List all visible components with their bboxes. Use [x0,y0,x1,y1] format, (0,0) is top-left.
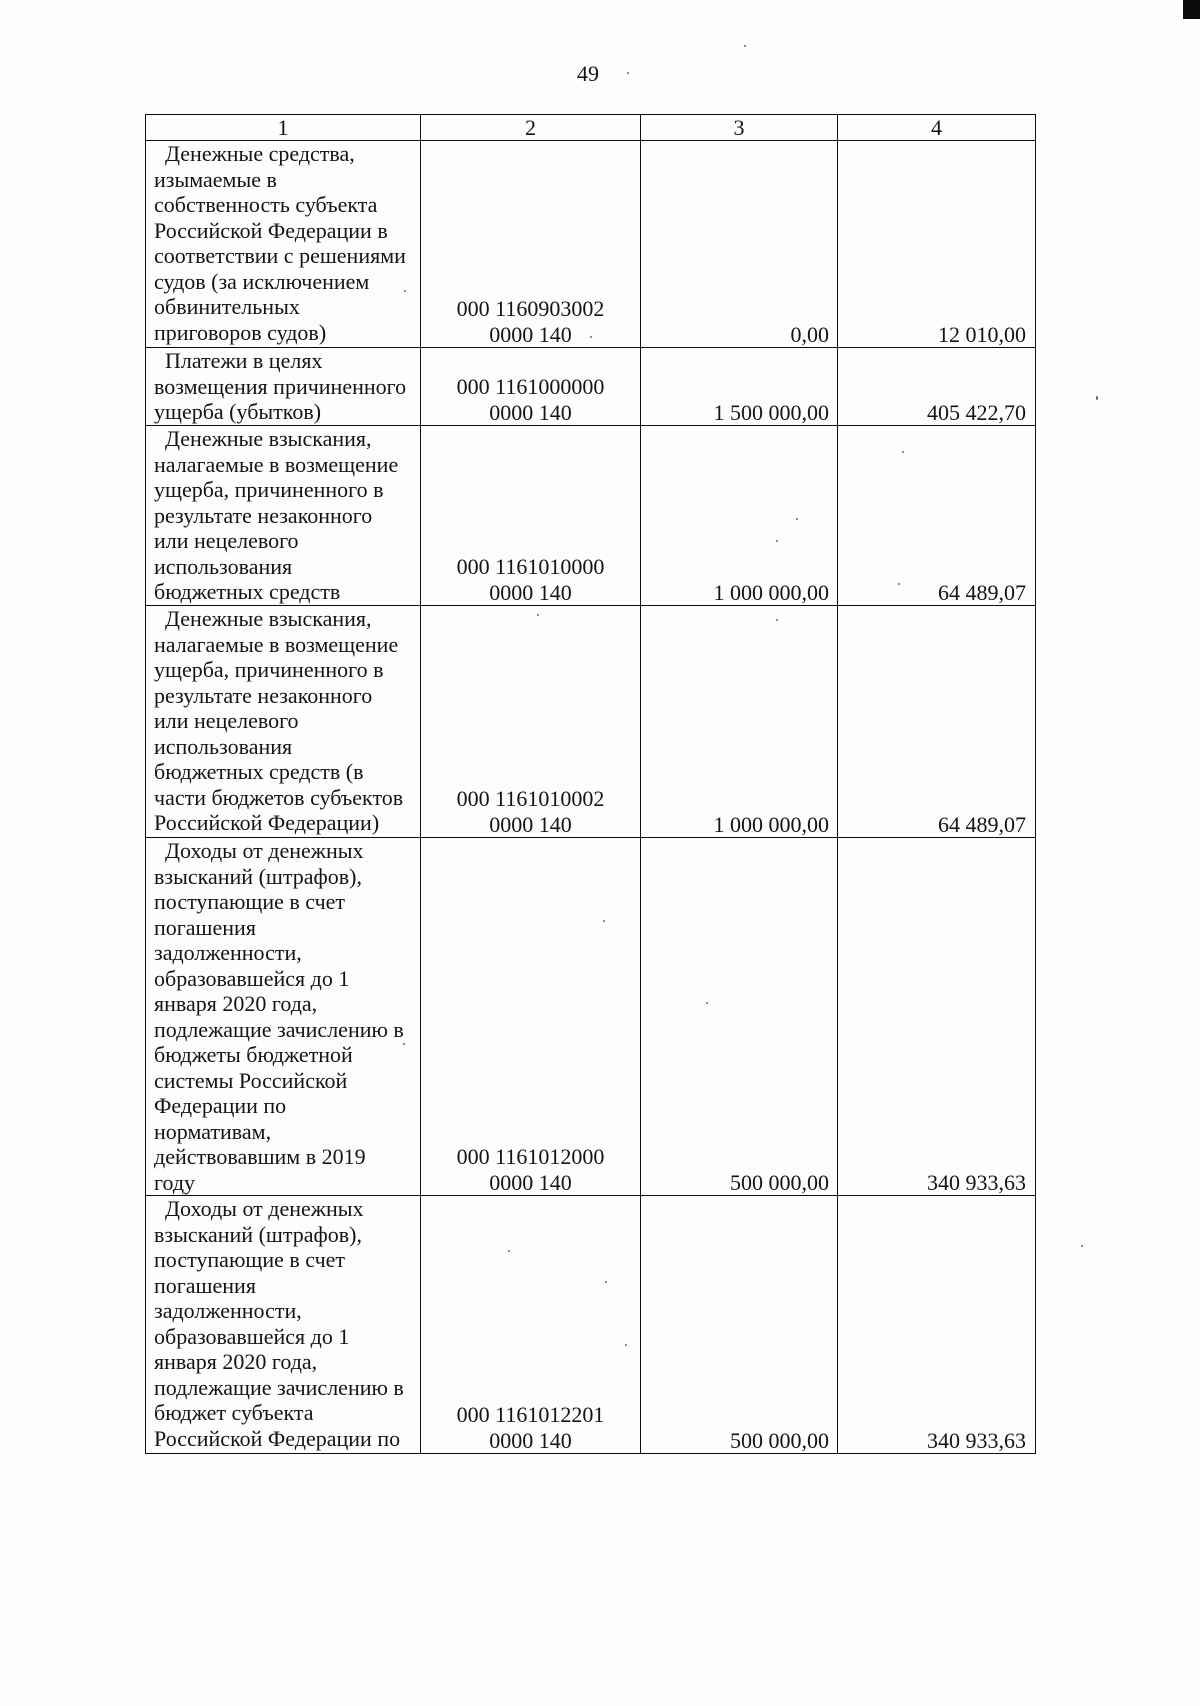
row-4-col-1-line-8: части бюджетов субъектов [154,784,404,810]
row-3-col-2-line-1: 000 1161010000 [456,554,605,579]
header-col-2: 2 [421,115,641,141]
row-4-col-1-line-4: результате незаконного [154,682,373,708]
row-5-col-1-line-4: погашения [154,914,256,940]
row-3-col-2-line-2: 0000 140 [489,579,572,605]
row-6-col-1-line-10: Российской Федерации по [154,1425,401,1451]
row-5-col-4-value: 340 933,63 [927,1169,1026,1195]
row-6-col-2-line-2: 0000 140 [489,1427,572,1453]
row-1-col-1-line-4: Российской Федерации в [154,217,388,243]
row-5-col-1-line-11: Федерации по [154,1093,287,1118]
row-5-col-1-line-3: поступающие в счет [154,889,346,914]
row-4-col-1-line-5: или нецелевого [154,708,299,733]
row-4-col-1-line-1: Денежные взыскания, [165,606,372,631]
row-5-col-1-line-7: января 2020 года, [154,991,318,1016]
row-5-col-1-line-12: нормативам, [154,1118,272,1144]
row-1-col-2 [421,141,641,348]
row-1-col-1-line-6: судов (за исключением [154,268,370,294]
row-5-col-1-line-8: подлежащие зачислению в [154,1016,404,1042]
row-5-col-2-line-2: 0000 140 [489,1169,572,1195]
row-5-col-3 [641,838,838,1196]
row-6-col-1-line-3: поступающие в счет [154,1247,346,1272]
scan-speck [744,45,746,47]
row-2-col-2 [421,348,641,426]
row-1-col-1-line-2: изымаемые в [154,166,277,192]
row-3-col-1-line-5: или нецелевого [154,528,299,553]
row-6-col-2-line-1: 000 1161012201 [456,1402,605,1427]
scan-speck [1096,396,1098,400]
row-1-col-3 [641,141,838,348]
row-1-col-1-line-5: соответствии с решениями [154,243,406,268]
row-2-col-1-line-1: Платежи в целях [165,348,323,373]
row-5-col-4 [838,838,1036,1196]
row-1-col-1-line-7: обвинительных [154,294,300,319]
row-3-col-4-value: 64 489,07 [938,579,1026,605]
row-5-col-1-line-2: взысканий (штрафов), [154,863,362,889]
row-5-col-1-line-5: задолженности, [154,940,302,965]
row-6-col-3-value: 500 000,00 [730,1427,829,1453]
row-5-col-2 [421,838,641,1196]
row-6-col-3 [641,1196,838,1454]
row-1-col-3-value: 0,00 [790,321,829,347]
row-6-col-4 [838,1196,1036,1454]
row-4-col-2 [421,606,641,838]
row-1-col-2-line-1: 000 1160903002 [456,296,605,321]
row-4-col-4 [838,606,1036,838]
row-6-col-2 [421,1196,641,1454]
row-4-col-1 [146,606,421,838]
header-col-3: 3 [641,115,838,141]
row-1-col-2-line-2: 0000 140 [489,321,572,347]
row-2-col-1 [146,348,421,426]
row-3-col-1-line-3: ущерба, причиненного в [154,477,384,502]
row-2-col-1-line-2: возмещения причиненного [154,373,407,399]
row-3-col-1 [146,426,421,606]
row-1-col-1-line-3: собственность субъекта [154,192,378,217]
row-6-col-1-line-5: задолженности, [154,1298,302,1323]
row-4-col-2-line-2: 0000 140 [489,811,572,837]
row-1-col-1-line-1: Денежные средства, [165,141,355,166]
row-5-col-1-line-1: Доходы от денежных [165,838,364,863]
row-1-col-1-line-8: приговоров судов) [154,319,327,345]
row-6-col-1-line-2: взысканий (штрафов), [154,1221,362,1247]
row-4-col-2-line-1: 000 1161010002 [456,786,605,811]
row-3-col-1-line-2: налагаемые в возмещение [154,451,399,477]
row-1-col-4-value: 12 010,00 [938,321,1026,347]
row-5-col-1-line-13: действовавшим в 2019 [154,1144,366,1169]
header-col-4: 4 [838,115,1036,141]
row-6-col-1-line-1: Доходы от денежных [165,1196,364,1221]
header-col-1: 1 [146,115,421,141]
row-5-col-2-line-1: 000 1161012000 [456,1144,605,1169]
row-2-col-4-value: 405 422,70 [927,399,1026,425]
row-3-col-1-line-1: Денежные взыскания, [165,426,372,451]
row-3-col-2 [421,426,641,606]
page-number: 49 [577,61,599,86]
row-6-col-1-line-6: образовавшейся до 1 [154,1323,350,1349]
row-6-col-1-line-8: подлежащие зачислению в [154,1374,404,1400]
row-5-col-1-line-9: бюджеты бюджетной [154,1042,353,1067]
row-4-col-1-line-9: Российской Федерации) [154,810,380,835]
row-5-col-1 [146,838,421,1196]
row-5-col-1-line-6: образовавшейся до 1 [154,965,350,991]
row-5-col-1-line-10: системы Российской [154,1067,348,1093]
row-6-col-1 [146,1196,421,1454]
row-2-col-4 [838,348,1036,426]
row-2-col-2-line-2: 0000 140 [489,399,572,425]
budget-table [145,114,1036,1454]
scan-corner-mark [1183,0,1200,19]
row-6-col-4-value: 340 933,63 [927,1427,1026,1453]
row-3-col-3 [641,426,838,606]
row-1-col-4 [838,141,1036,348]
row-4-col-1-line-7: бюджетных средств (в [154,759,364,784]
row-5-col-1-line-14: году [154,1169,196,1195]
row-4-col-1-line-2: налагаемые в возмещение [154,631,399,657]
row-2-col-3-value: 1 500 000,00 [713,399,829,425]
row-4-col-1-line-6: использования [154,733,293,759]
row-5-col-3-value: 500 000,00 [730,1169,829,1195]
row-6-col-1-line-4: погашения [154,1272,256,1298]
row-1-col-1 [146,141,421,348]
row-3-col-1-line-7: бюджетных средств [154,579,341,604]
row-2-col-2-line-1: 000 1161000000 [456,374,605,399]
row-3-col-3-value: 1 000 000,00 [713,579,829,605]
row-4-col-4-value: 64 489,07 [938,811,1026,837]
row-3-col-1-line-6: использования [154,553,293,579]
row-4-col-1-line-3: ущерба, причиненного в [154,657,384,682]
scan-speck [1081,1245,1083,1247]
row-3-col-4 [838,426,1036,606]
row-4-col-3-value: 1 000 000,00 [713,811,829,837]
row-2-col-3 [641,348,838,426]
row-6-col-1-line-7: января 2020 года, [154,1349,318,1374]
row-6-col-1-line-9: бюджет субъекта [154,1400,314,1425]
row-2-col-1-line-3: ущерба (убытков) [154,399,322,424]
row-3-col-1-line-4: результате незаконного [154,502,373,528]
row-4-col-3 [641,606,838,838]
